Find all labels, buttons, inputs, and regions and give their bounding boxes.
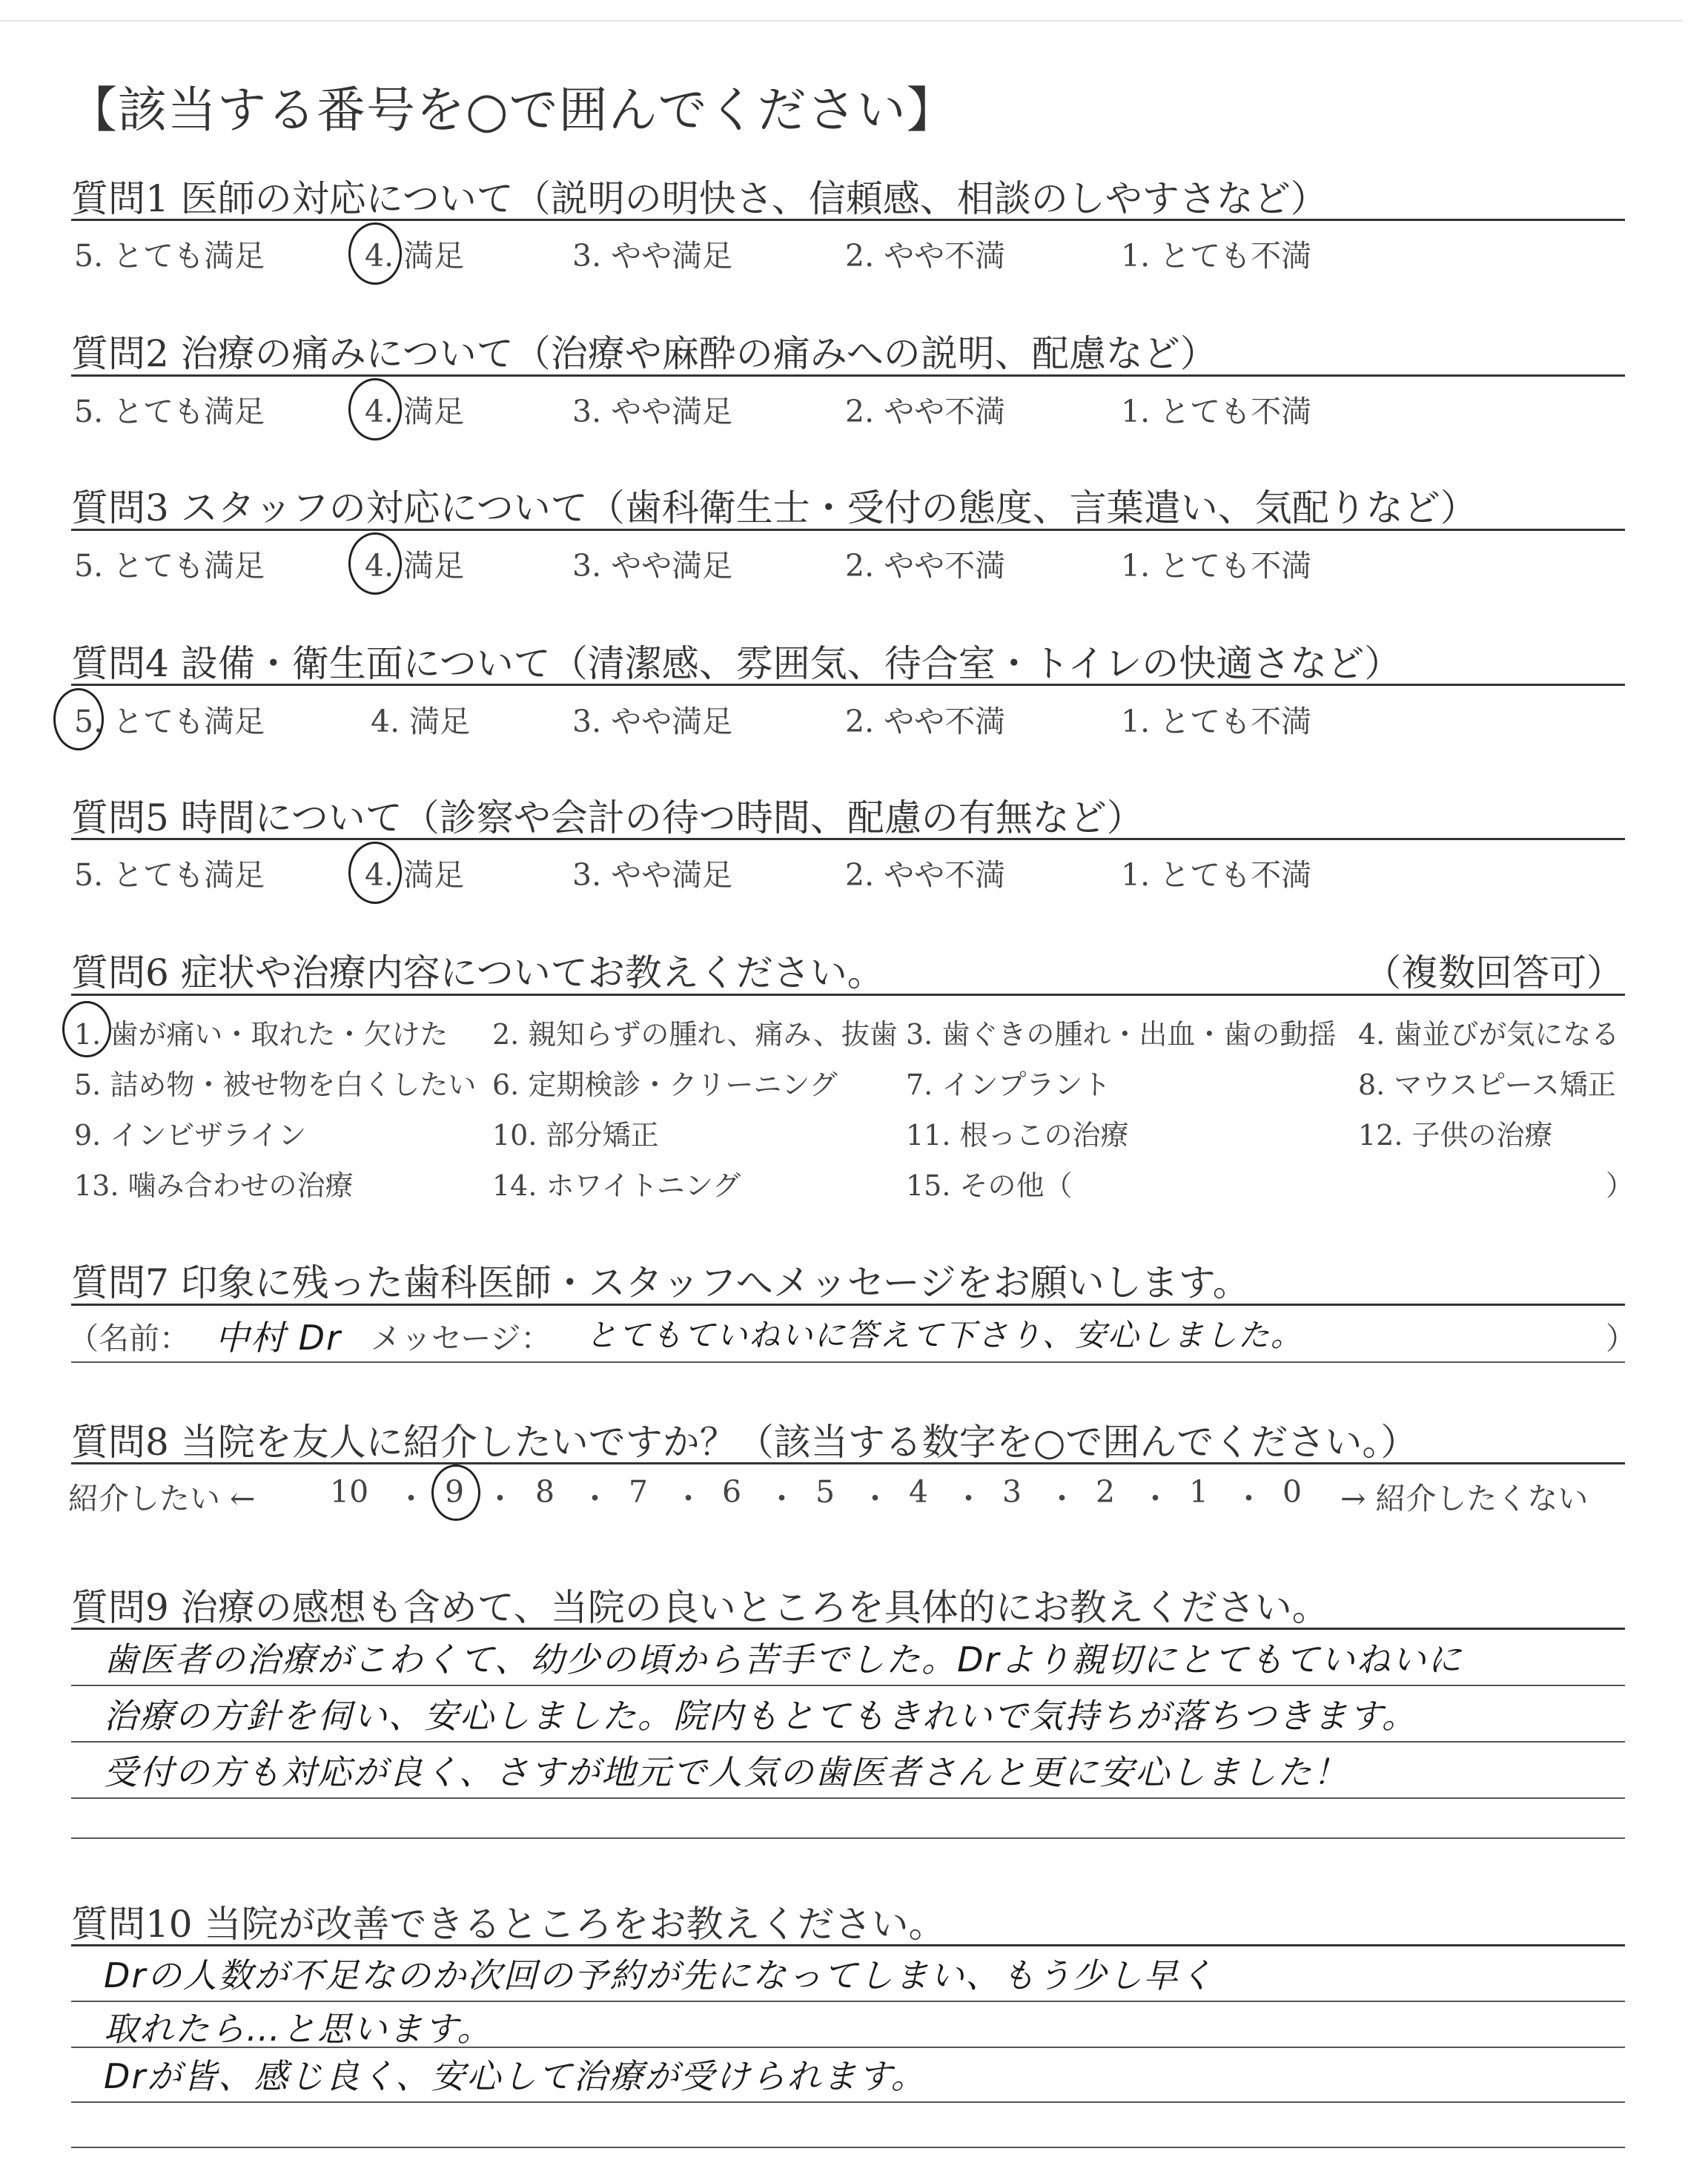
q8-right-label: → 紹介したくない bbox=[1340, 1481, 1589, 1516]
q3-option-4[interactable]: 4. 満足 bbox=[365, 548, 465, 584]
q8-dot: ・ bbox=[396, 1481, 426, 1516]
q6-option-3[interactable]: 3. 歯ぐきの腫れ・出血・歯の動揺 bbox=[906, 1018, 1337, 1051]
q10-answer-line-1[interactable]: Drの人数が不足なのか次回の予約が先になってしまい、もう少し早く bbox=[104, 1955, 1215, 1995]
q6-option-15[interactable]: 15. その他（ bbox=[906, 1169, 1073, 1202]
q8-number-4[interactable]: 4 bbox=[909, 1474, 929, 1510]
q7-name-value[interactable]: 中村 Dr bbox=[215, 1318, 342, 1358]
q10-ruled-line bbox=[71, 2047, 1625, 2048]
q4-option-3[interactable]: 3. やや満足 bbox=[572, 704, 733, 739]
q9-answer-line-1[interactable]: 歯医者の治療がこわくて、幼少の頃から苦手でした。Drより親切にとてもていねいに bbox=[104, 1639, 1463, 1680]
q9-ruled-line bbox=[71, 1837, 1625, 1839]
q2-option-3[interactable]: 3. やや満足 bbox=[572, 394, 733, 429]
q6-option-2[interactable]: 2. 親知らずの腫れ、痛み、抜歯 bbox=[492, 1018, 898, 1051]
q3-option-1[interactable]: 1. とても不満 bbox=[1121, 548, 1312, 584]
q6-option-1[interactable]: 1. 歯が痛い・取れた・欠けた bbox=[74, 1018, 448, 1051]
q2-option-4[interactable]: 4. 満足 bbox=[365, 394, 465, 429]
q4-option-5[interactable]: 5. とても満足 bbox=[74, 704, 265, 739]
q1-option-4[interactable]: 4. 満足 bbox=[365, 238, 465, 274]
question-4-label: 質問4 設備・衛生面について（清潔感、雰囲気、待合室・トイレの快適さなど） bbox=[71, 642, 1402, 685]
q10-ruled-line bbox=[71, 2101, 1625, 2103]
form-title: 【該当する番号を○で囲んでください】 bbox=[68, 82, 956, 139]
q6-option-13[interactable]: 13. 噛み合わせの治療 bbox=[74, 1169, 354, 1202]
question-3-rule bbox=[71, 529, 1625, 531]
q8-dot: ・ bbox=[953, 1481, 984, 1516]
q8-dot: ・ bbox=[767, 1481, 797, 1516]
q4-option-1[interactable]: 1. とても不満 bbox=[1121, 704, 1312, 739]
q6-option-14[interactable]: 14. ホワイトニング bbox=[492, 1169, 741, 1202]
q1-option-3[interactable]: 3. やや満足 bbox=[572, 238, 733, 274]
question-5-label: 質問5 時間について（診察や会計の待つ時間、配慮の有無など） bbox=[71, 796, 1144, 839]
q9-ruled-line bbox=[71, 1797, 1625, 1799]
question-1-label: 質問1 医師の対応について（説明の明快さ、信頼感、相談のしやすさなど） bbox=[71, 177, 1328, 220]
q2-option-1[interactable]: 1. とても不満 bbox=[1121, 394, 1312, 429]
q8-dot: ・ bbox=[1140, 1481, 1171, 1516]
q3-selection-circle bbox=[348, 532, 402, 595]
q3-option-5[interactable]: 5. とても満足 bbox=[74, 548, 265, 584]
q2-selection-circle bbox=[348, 378, 402, 440]
q8-number-6[interactable]: 6 bbox=[722, 1474, 742, 1510]
q6-option-5[interactable]: 5. 詰め物・被せ物を白くしたい bbox=[74, 1069, 477, 1101]
question-7-rule bbox=[71, 1304, 1625, 1306]
q6-option-10[interactable]: 10. 部分矯正 bbox=[492, 1119, 659, 1152]
question-8-rule bbox=[71, 1462, 1625, 1464]
question-5-rule bbox=[71, 838, 1625, 840]
q8-number-2[interactable]: 2 bbox=[1096, 1474, 1116, 1510]
q9-answer-line-2[interactable]: 治療の方針を伺い、安心しました。院内もとてもきれいで気持ちが落ちつきます。 bbox=[104, 1696, 1417, 1736]
q6-option-12[interactable]: 12. 子供の治療 bbox=[1358, 1119, 1553, 1152]
q9-ruled-line bbox=[71, 1741, 1625, 1743]
q6-option-4[interactable]: 4. 歯並びが気になる bbox=[1358, 1018, 1620, 1051]
q7-answer-line bbox=[71, 1361, 1625, 1363]
scan-top-edge bbox=[0, 20, 1683, 22]
q2-option-5[interactable]: 5. とても満足 bbox=[74, 394, 265, 429]
q6-option-6[interactable]: 6. 定期検診・クリーニング bbox=[492, 1069, 838, 1101]
q8-number-3[interactable]: 3 bbox=[1002, 1474, 1022, 1510]
q7-close-paren: ） bbox=[1606, 1321, 1636, 1356]
q5-option-3[interactable]: 3. やや満足 bbox=[572, 857, 733, 893]
q2-option-2[interactable]: 2. やや不満 bbox=[845, 394, 1006, 429]
question-2-rule bbox=[71, 374, 1625, 377]
q4-selection-circle bbox=[53, 688, 104, 750]
q8-dot: ・ bbox=[1047, 1481, 1077, 1516]
q4-option-2[interactable]: 2. やや不満 bbox=[845, 704, 1006, 739]
q8-number-7[interactable]: 7 bbox=[629, 1474, 649, 1510]
q6-option-7[interactable]: 7. インプラント bbox=[906, 1069, 1111, 1101]
q7-message-label: メッセージ： bbox=[371, 1321, 552, 1356]
q6-option-8[interactable]: 8. マウスピース矯正 bbox=[1358, 1069, 1616, 1101]
q5-option-2[interactable]: 2. やや不満 bbox=[845, 857, 1006, 893]
q1-selection-circle bbox=[348, 222, 402, 285]
question-7-label: 質問7 印象に残った歯科医師・スタッフへメッセージをお願いします。 bbox=[71, 1261, 1250, 1304]
q6-option-15-close: ） bbox=[1606, 1169, 1635, 1202]
q8-number-0[interactable]: 0 bbox=[1282, 1474, 1302, 1510]
q8-number-10[interactable]: 10 bbox=[330, 1474, 369, 1510]
q6-selection-circle bbox=[62, 1001, 111, 1057]
question-9-rule bbox=[71, 1628, 1625, 1630]
q1-option-2[interactable]: 2. やや不満 bbox=[845, 238, 1006, 274]
q8-number-9[interactable]: 9 bbox=[445, 1474, 465, 1510]
q1-option-1[interactable]: 1. とても不満 bbox=[1121, 238, 1312, 274]
q7-message-value[interactable]: とてもていねいに答えて下さり、安心しました。 bbox=[586, 1317, 1304, 1353]
q5-option-1[interactable]: 1. とても不満 bbox=[1121, 857, 1312, 893]
q3-option-3[interactable]: 3. やや満足 bbox=[572, 548, 733, 584]
q8-number-8[interactable]: 8 bbox=[535, 1474, 555, 1510]
question-6-rule bbox=[71, 994, 1625, 996]
q8-number-5[interactable]: 5 bbox=[815, 1474, 835, 1510]
question-6-label: 質問6 症状や治療内容についてお教えください。 bbox=[71, 951, 884, 994]
q1-option-5[interactable]: 5. とても満足 bbox=[74, 238, 265, 274]
q8-dot: ・ bbox=[673, 1481, 704, 1516]
q8-dot: ・ bbox=[1234, 1481, 1264, 1516]
q9-answer-line-3[interactable]: 受付の方も対応が良く、さすが地元で人気の歯医者さんと更に安心しました！ bbox=[104, 1752, 1349, 1792]
question-1-rule bbox=[71, 219, 1625, 221]
question-8-label: 質問8 当院を友人に紹介したいですか？（該当する数字を○で囲んでください。） bbox=[71, 1421, 1418, 1464]
q4-option-4[interactable]: 4. 満足 bbox=[371, 704, 471, 739]
question-3-label: 質問3 スタッフの対応について（歯科衛生士・受付の態度、言葉遣い、気配りなど） bbox=[71, 486, 1477, 529]
q10-answer-line-3[interactable]: Drが皆、感じ良く、安心して治療が受けられます。 bbox=[104, 2056, 927, 2096]
question-4-rule bbox=[71, 684, 1625, 686]
q6-option-11[interactable]: 11. 根っこの治療 bbox=[906, 1119, 1129, 1152]
q8-selection-circle bbox=[431, 1464, 480, 1521]
q7-name-label: （名前： bbox=[68, 1321, 190, 1356]
q8-left-label: 紹介したい ← bbox=[68, 1481, 256, 1516]
question-9-label: 質問9 治療の感想も含めて、当院の良いところを具体的にお教えください。 bbox=[71, 1586, 1329, 1629]
q8-dot: ・ bbox=[860, 1481, 890, 1516]
q5-selection-circle bbox=[348, 842, 402, 904]
q8-number-1[interactable]: 1 bbox=[1189, 1474, 1209, 1510]
q5-option-5[interactable]: 5. とても満足 bbox=[74, 857, 265, 893]
q10-answer-line-2[interactable]: 取れたら…と思います。 bbox=[104, 2009, 493, 2049]
question-2-label: 質問2 治療の痛みについて（治療や麻酔の痛みへの説明、配慮など） bbox=[71, 332, 1217, 375]
q8-dot: ・ bbox=[485, 1481, 515, 1516]
q5-option-4[interactable]: 4. 満足 bbox=[365, 857, 465, 893]
q6-option-9[interactable]: 9. インビザライン bbox=[74, 1119, 307, 1152]
q8-dot: ・ bbox=[580, 1481, 610, 1516]
q10-ruled-line bbox=[71, 2147, 1625, 2148]
question-10-rule bbox=[71, 1944, 1625, 1946]
question-10-label: 質問10 当院が改善できるところをお教えください。 bbox=[71, 1903, 946, 1946]
question-6-multi-note: （複数回答可） bbox=[1364, 951, 1623, 994]
q3-option-2[interactable]: 2. やや不満 bbox=[845, 548, 1006, 584]
q9-ruled-line bbox=[71, 1685, 1625, 1686]
